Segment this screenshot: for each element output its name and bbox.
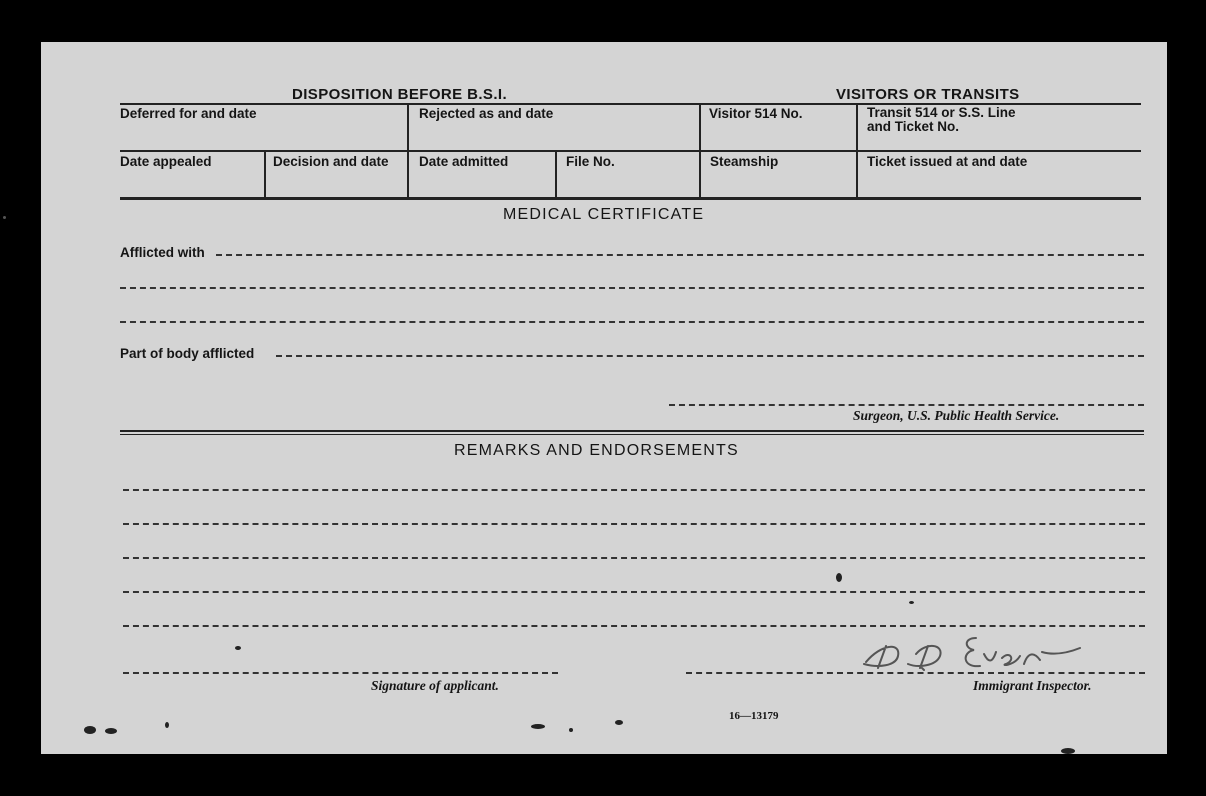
steamship-label: Steamship bbox=[710, 154, 779, 169]
column-divider bbox=[555, 151, 557, 198]
transit-514-label: Transit 514 or S.S. Line and Ticket No. bbox=[867, 105, 1016, 134]
file-no-label: File No. bbox=[566, 154, 615, 169]
ink-spot bbox=[615, 720, 623, 725]
form-number: 16—13179 bbox=[729, 710, 779, 722]
remarks-line-2 bbox=[123, 523, 1145, 525]
column-divider bbox=[264, 151, 266, 198]
inspector-signature bbox=[856, 624, 1116, 676]
decision-label: Decision and date bbox=[273, 154, 389, 169]
applicant-caption: Signature of applicant. bbox=[371, 678, 499, 693]
visitor-514-label: Visitor 514 No. bbox=[709, 106, 803, 121]
date-admitted-label: Date admitted bbox=[419, 154, 509, 169]
afflicted-with-line bbox=[216, 254, 1144, 256]
ink-spot bbox=[235, 646, 241, 650]
medical-certificate-title: MEDICAL CERTIFICATE bbox=[503, 206, 705, 223]
ink-spot bbox=[84, 726, 96, 734]
inspector-caption: Immigrant Inspector. bbox=[973, 678, 1092, 693]
surgeon-signature-line bbox=[669, 404, 1144, 406]
part-of-body-label: Part of body afflicted bbox=[120, 346, 255, 361]
ink-spot bbox=[105, 728, 117, 734]
ink-spot bbox=[531, 724, 545, 729]
rejected-field-label: Rejected as and date bbox=[419, 106, 554, 121]
column-divider bbox=[407, 104, 409, 198]
disposition-title: DISPOSITION BEFORE B.S.I. bbox=[292, 86, 508, 103]
afflicted-with-line-3 bbox=[120, 321, 1144, 323]
ink-spot bbox=[909, 601, 914, 604]
part-of-body-line bbox=[276, 355, 1144, 357]
section-double-rule bbox=[120, 434, 1144, 435]
remarks-line-4 bbox=[123, 591, 1145, 593]
ticket-issued-label: Ticket issued at and date bbox=[867, 154, 1028, 169]
visitors-title: VISITORS OR TRANSITS bbox=[836, 86, 1020, 103]
table-middle-rule bbox=[120, 150, 1141, 152]
column-divider bbox=[699, 104, 701, 198]
surgeon-caption: Surgeon, U.S. Public Health Service. bbox=[853, 408, 1060, 423]
date-appealed-label: Date appealed bbox=[120, 154, 212, 169]
remarks-line-1 bbox=[123, 489, 1145, 491]
remarks-title: REMARKS AND ENDORSEMENTS bbox=[454, 442, 739, 459]
table-bottom-rule bbox=[120, 197, 1141, 200]
remarks-line-3 bbox=[123, 557, 1145, 559]
afflicted-with-line-2 bbox=[120, 287, 1144, 289]
ink-spot bbox=[165, 722, 169, 728]
ink-spot bbox=[1061, 748, 1075, 754]
applicant-signature-line bbox=[123, 672, 558, 674]
section-double-rule bbox=[120, 430, 1144, 432]
immigration-form-card bbox=[41, 42, 1167, 754]
ink-spot bbox=[836, 573, 842, 582]
ink-spot bbox=[3, 216, 6, 219]
ink-spot bbox=[569, 728, 573, 732]
deferred-field-label: Deferred for and date bbox=[120, 106, 257, 121]
column-divider bbox=[856, 104, 858, 198]
afflicted-with-label: Afflicted with bbox=[120, 245, 205, 260]
